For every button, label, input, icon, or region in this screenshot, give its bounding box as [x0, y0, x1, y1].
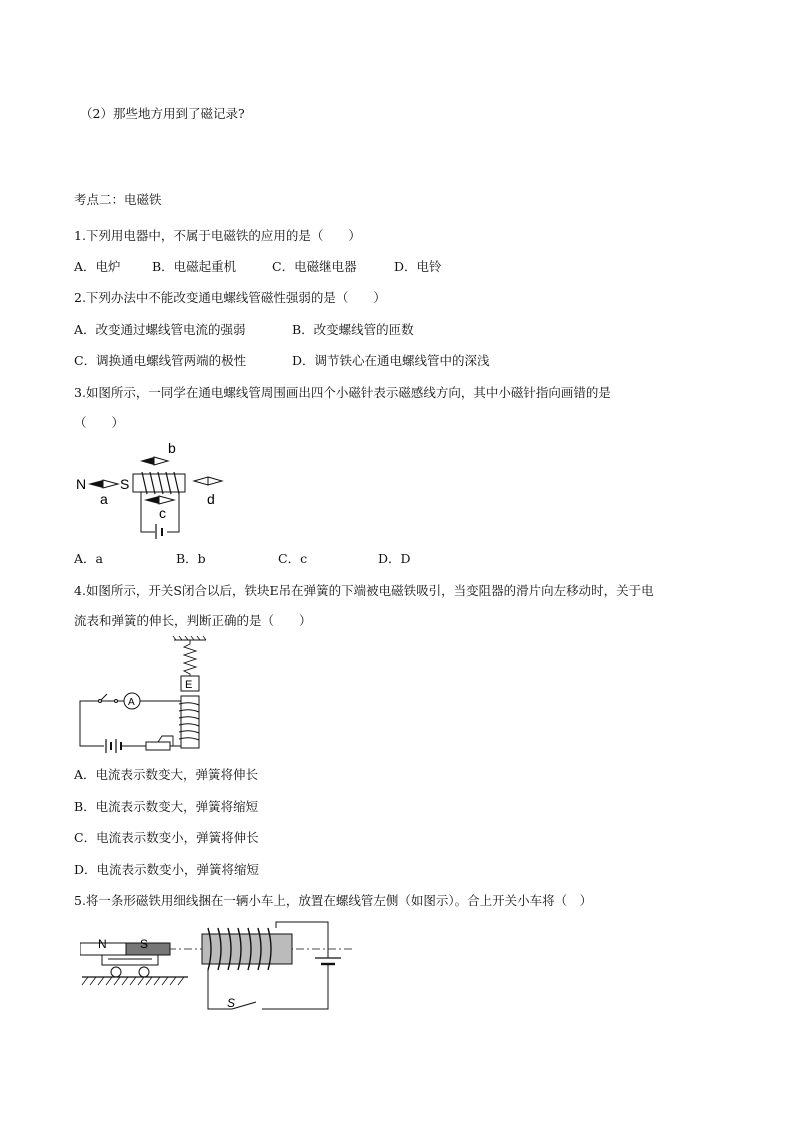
ammeter-icon	[124, 693, 140, 709]
battery-icon	[106, 739, 121, 753]
q2-option-c: C．调换通电螺线管两端的极性	[74, 353, 247, 368]
q3-option-a: A．a	[74, 551, 103, 566]
q3-solenoid-figure	[70, 436, 240, 540]
rheostat-icon	[146, 736, 181, 750]
switch-label: S	[227, 996, 236, 1010]
q2-stem: 2.下列办法中不能改变通电螺线管磁性强弱的是（ ）	[74, 290, 386, 305]
q5-stem: 5.将一条形磁铁用细线捆在一辆小车上，放置在螺线管左侧（如图示）。合上开关小车将（ ）	[74, 893, 593, 908]
section-title: 考点二：电磁铁	[74, 192, 162, 207]
q2-option-d: D．调节铁心在通电螺线管中的深浅	[292, 353, 490, 368]
label-b: b	[168, 440, 176, 456]
compass-needle-d	[194, 477, 222, 485]
q2-subquestion: （2）那些地方用到了磁记录?	[80, 106, 245, 121]
bar-magnet	[80, 937, 170, 955]
spring	[184, 640, 196, 676]
switch-icon	[220, 996, 256, 1010]
compass-needle-b	[140, 457, 168, 465]
magnet-n-label: N	[98, 937, 107, 951]
q4-option-a: A．电流表示数变大，弹簧将伸长	[74, 767, 259, 782]
q2-option-b: B．改变螺线管的匝数	[292, 322, 414, 337]
ammeter-label: A	[128, 697, 135, 708]
ceiling-mount	[173, 636, 206, 640]
q3-option-d: D．D	[378, 551, 411, 566]
label-s: S	[120, 476, 130, 492]
q4-option-c: C．电流表示数变小，弹簧将伸长	[74, 830, 259, 845]
q4-electromagnet-figure	[76, 636, 216, 756]
compass-needle-a	[88, 480, 118, 488]
q1-option-b: B．电磁起重机	[152, 259, 237, 274]
iron-block-label: E	[185, 679, 193, 691]
q1-option-a: A．电炉	[74, 259, 121, 274]
q1-option-d: D．电铃	[394, 259, 442, 274]
q2-option-a: A．改变通过螺线管电流的强弱	[74, 322, 246, 337]
magnet-s-label: S	[140, 937, 149, 951]
q3-option-b: B．b	[176, 551, 206, 566]
label-n: N	[76, 476, 87, 492]
q4-option-b: B．电流表示数变大，弹簧将缩短	[74, 799, 259, 814]
q1-stem: 1.下列用电器中，不属于电磁铁的应用的是（ ）	[74, 228, 361, 243]
q3-stem-line2: （ ）	[74, 415, 125, 430]
ground-hatching	[82, 977, 188, 985]
label-c: c	[159, 505, 166, 521]
battery-icon	[315, 958, 341, 970]
label-d: d	[207, 491, 215, 507]
q4-stem-line2: 流表和弹簧的伸长，判断正确的是（ ）	[74, 613, 312, 628]
q4-option-d: D．电流表示数变小，弹簧将缩短	[74, 862, 260, 877]
compass-needle-c	[144, 496, 174, 504]
q1-option-c: C．电磁继电器	[272, 259, 357, 274]
cart-icon	[102, 955, 158, 977]
q3-option-c: C．c	[278, 551, 308, 566]
q5-cart-solenoid-figure	[80, 918, 360, 1018]
q4-stem-line1: 4.如图所示，开关S闭合以后，铁块E吊在弹簧的下端被电磁铁吸引，当变阻器的滑片向左移动时，关于电	[74, 583, 654, 598]
label-a: a	[100, 491, 108, 507]
solenoid	[202, 928, 292, 970]
battery-icon	[156, 524, 162, 539]
q3-stem-line1: 3.如图所示，一同学在通电螺线管周围画出四个小磁针表示磁感线方向，其中小磁针指向画错的是	[74, 385, 611, 400]
